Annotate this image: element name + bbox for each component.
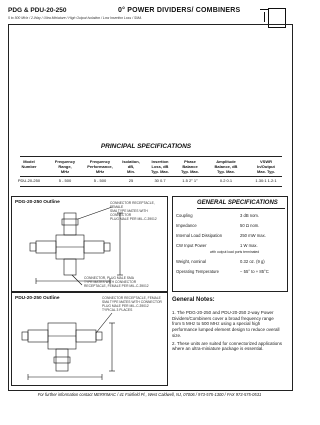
table-cell-freq-performance: 5 - 500 [93, 178, 107, 183]
footer-contact: For further information contact MERRIMAC / 41 Fairfield Pl., West Caldwell, NJ, 07006 / 973-575-1300 / FAX 973-575-0531 [37, 392, 262, 397]
spec-value-cw-power: 1 W max. [240, 243, 258, 248]
col-header-vswr: VSWR In/Output Max. Typ. [257, 159, 275, 174]
general-specs-underline [197, 208, 285, 209]
general-notes-title: General Notes: [172, 297, 215, 303]
spec-value-weight: 0.32 oz. (9 g) [240, 259, 265, 264]
general-note-1: 1. The PDG-20-250 and PDU-20-250 2-way Power Dividers/Combiners cover a broad frequency range from 5 MHz to 500 MHz using a special high performance lumped element design to reduce overall size. [172, 310, 280, 338]
spec-value-impedance: 50 Ω nom. [240, 223, 260, 228]
pdg-outline-label: PDG-20-250 Outline [15, 200, 60, 205]
pdg-connector-note: CONNECTOR RECEPTACLE, FEMALE SMA TYPE MATES WITH CONNECTOR PLUG MALE PER MIL-C-39012 [110, 201, 157, 221]
specs-header-rule [20, 176, 282, 177]
spec-label-cw-power: CW Input Power [176, 243, 207, 248]
spec-label-dissipation: Internal Load Dissipation [176, 233, 223, 238]
table-cell-model: PDU-20-250 [17, 178, 41, 183]
specs-top-rule [20, 156, 282, 157]
table-cell-amplitude-balance: 0.2 0.1 [219, 178, 233, 183]
spec-label-coupling: Coupling [176, 213, 193, 218]
model-title: PDG & PDU-20-250 [8, 7, 67, 14]
col-header-freq-performance: Frequency Performance, MHz [87, 159, 113, 174]
general-specs-title: GENERAL SPECIFICATIONS [197, 200, 278, 206]
table-cell-isolation: 25 [128, 178, 134, 183]
pdg-outline-box [11, 196, 168, 292]
principal-specs-title: PRINCIPAL SPECIFICATIONS [100, 143, 192, 150]
spec-value-dissipation: 250 mW max. [240, 233, 266, 238]
general-note-2: 2. These units are suited for connectorized applications where an ultra-miniature package is essential. [172, 340, 282, 352]
col-header-insertion-loss: Insertion Loss, dB Typ. Max. [151, 159, 169, 174]
pdg-plug-note: CONNECTOR, PLUG MALE SMA TYPE MATES WITH CONNECTOR RECEPTACLE, FEMALE PER MIL-C-39012 [84, 276, 149, 288]
col-header-phase-balance: Phase Balance Typ. Max. [181, 159, 199, 174]
table-cell-vswr: 1.30:1 1.2:1 [255, 178, 277, 183]
spec-label-temperature: Operating Temperature [176, 269, 219, 274]
spec-value-cw-note: with output load ports terminated [210, 250, 260, 254]
pdu-outline-box [11, 292, 168, 386]
product-subtitle: 5 to 500 MHz / 2-Way / Ultra Miniature / High Output Isolation / Low Insertion Loss / SMA [8, 16, 142, 20]
spec-label-impedance: Impedance [176, 223, 197, 228]
col-header-model: Model Number [21, 159, 37, 169]
pdu-connector-note: CONNECTOR RECEPTACLE, FEMALE SMA TYPE MATES WITH CONNECTOR PLUG MALE PER MIL-C-39012 TYPICAL 3 PLACES [102, 296, 162, 312]
spec-value-coupling: 3 dB nom. [240, 213, 260, 218]
table-cell-phase-balance: 1.5 2° 1° [182, 178, 198, 183]
table-cell-freq-range: 5 - 500 [58, 178, 72, 183]
general-notes-body [172, 310, 283, 354]
table-cell-insertion-loss: 30 0.7 [154, 178, 166, 183]
specs-bottom-rule [20, 186, 282, 187]
col-header-amplitude-balance: Amplitude Balance, dB Typ. Max. [214, 159, 238, 174]
spec-label-weight: Weight, nominal [176, 259, 206, 264]
pdu-outline-label: PDU-20-250 Outline [15, 296, 60, 301]
product-title: 0° POWER DIVIDERS/ COMBINERS [118, 7, 241, 14]
col-header-freq-range: Frequency Range, MHz [54, 159, 76, 174]
spec-value-temperature: − 55° to + 85°C [240, 269, 269, 274]
col-header-isolation: Isolation, dB, Min. [122, 159, 140, 174]
